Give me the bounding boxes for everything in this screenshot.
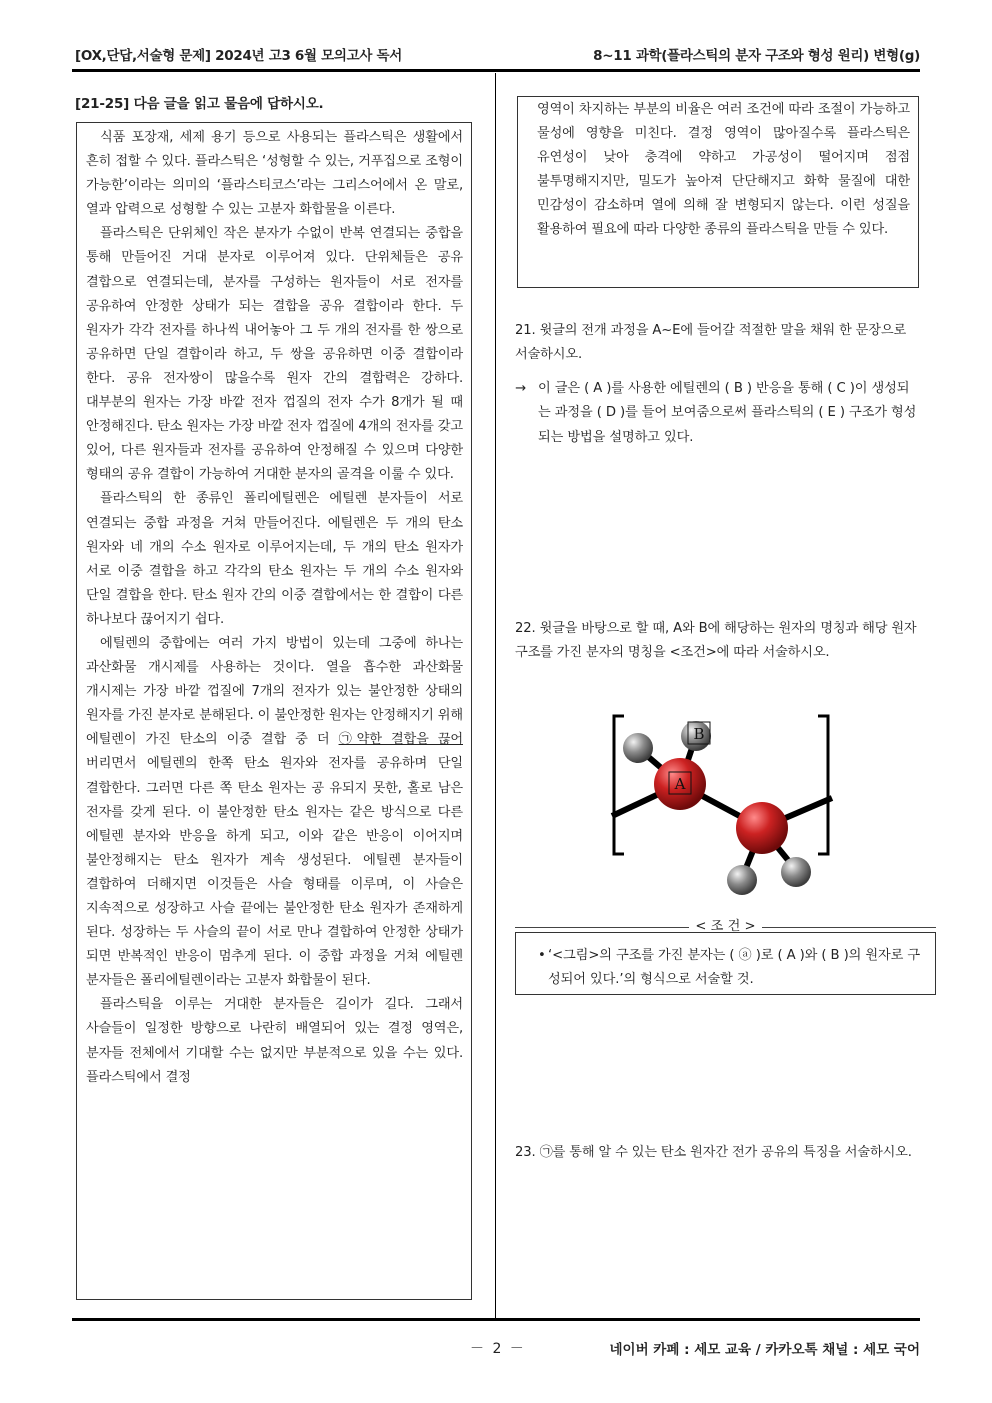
- question-22: 22. 윗글을 바탕으로 할 때, A와 B에 해당하는 원자의 명칭과 해당 원자 구조를 가진 분자의 명칭을 <조건>에 따라 서술하시오.: [515, 621, 917, 661]
- hydrogen-atom-4: [781, 857, 811, 887]
- condition-title-text: < 조 건 >: [689, 919, 761, 934]
- passage-paragraph-2: 플라스틱은 단위체인 작은 분자가 수없이 반복 연결되는 중합을 통해 만들어진 거대 분자로 이루어져 있다. 단위체들은 공유 결합으로 연결되는데, 분자를 구성하는 원자들이 서로 전자를 공유하여 안정한 상태가 되는 결합을 공유 결합이라 한다. 두 원자가 각각 전자를 하나씩 내어놓아 그 두 개의 전자를 한 쌍으로 공유하면 단일 결합이라 하고, 두 쌍을 공유하면 이중 결합이라 한다. 공유 전자쌍이 많을수록 원자 간의 결합력은 강하다. 대부분의 원자는 가장 바깥 전자 껍질의 전자 수가 8개가 될 때 안정해진다. 탄소 원자는 가장 바깥 전자 껍질에 4개의 전자를 갖고 있어, 다른 원자들과 전자를 공유하여 안정해질 수 있으며 다양한 형태의 공유 결합이 가능하여 거대한 분자의 골격을 이룰 수 있다.: [86, 226, 463, 483]
- column-divider: [495, 73, 496, 1318]
- header-rule: [72, 69, 920, 72]
- carbon-atom-2: [736, 802, 788, 854]
- passage-paragraph-5: 플라스틱을 이루는 거대한 분자들은 길이가 길다. 그래서 사슬들이 일정한 방향으로 나란히 배열되어 있는 결정 영역은, 분자들 전체에서 기대할 수는 없지만 부분적으로 있을 수는 있다. 플라스틱에서 결정: [86, 997, 463, 1085]
- label-b: B: [693, 725, 705, 743]
- passage-paragraph-3: 플라스틱의 한 종류인 폴리에틸렌은 에틸렌 분자들이 서로 연결되는 중합 과정을 거쳐 만들어진다. 에틸렌은 두 개의 탄소 원자와 네 개의 수소 원자로 이루어지는데, 두 개의 탄소 원자가 서로 이중 결합을 하고 각각의 탄소 원자는 두 개의 수소 원자와 단일 결합을 한다. 탄소 원자 간의 이중 결합에서는 한 결합이 다른 하나보다 끊어지기 쉽다.: [86, 491, 463, 627]
- condition-box: [515, 932, 936, 995]
- molecule-diagram: [608, 706, 836, 896]
- question-23: 23. ㉠를 통해 알 수 있는 탄소 원자간 전가 공유의 특징을 서술하시오.: [515, 1145, 912, 1160]
- passage-paragraph-4: [86, 632, 463, 993]
- label-a: A: [674, 775, 686, 793]
- footer-rule: [72, 1318, 920, 1321]
- footer-credit: 네이버 카페 : 세모 교육 / 카카오톡 채널 : 세모 국어: [609, 1342, 920, 1358]
- passage-p4-text-a: 에틸렌의 중합에는 여러 가지 방법이 있는데 그중에 하나는 과산화물 개시제를 사용하는 것이다. 열을 흡수한 과산화물 개시제는 가장 바깥 껍질에 7개의 전자가 있는 불안정한 상태의 원자를 가진 분자로 분해된다. 이 불안정한 원자는 안정해지기 위해 에틸렌이 가진 탄소의 이중 결합 중 더: [86, 635, 463, 748]
- passage-paragraph-5-continued: 영역이 차지하는 부분의 비율은 여러 조건에 따라 조절이 가능하고 물성에 영향을 미친다. 결정 영역이 많아질수록 플라스틱은 유연성이 낮아 충격에 약하고 가공성이 떨어지며 점점 불투명해지지만, 밀도가 높아져 단단해지고 화학 물질에 대한 민감성이 감소하며 열에 의해 잘 변형되지 않는다. 이런 성질을 활용하여 필요에 따라 다양한 종류의 플라스틱을 만들 수 있다.: [537, 102, 910, 238]
- question-21-answer-frame: [515, 377, 920, 450]
- condition-text: ‘<그림>의 구조를 가진 분자는 ( ⓐ )로 ( A )와 ( B )의 원자로 구성되어 있다.’의 형식으로 서술할 것.: [548, 948, 921, 987]
- left-bracket: [614, 716, 624, 854]
- ethylene-unit-figure: [608, 706, 836, 896]
- underlined-phrase: ㉠약한 결합을 끊어: [338, 732, 463, 748]
- header-title: [OX,단답,서술형 문제] 2024년 고3 6월 모의고사 독서: [75, 48, 403, 64]
- right-bracket: [818, 716, 828, 854]
- passage-box-left: [76, 122, 472, 1300]
- bullet-icon: •: [538, 948, 546, 963]
- passage-box-right: [517, 96, 919, 288]
- hydrogen-atom-1: [623, 733, 653, 763]
- arrow-icon: →: [515, 381, 526, 396]
- question-instruction: [21-25] 다음 글을 읽고 물음에 답하시오.: [75, 96, 324, 112]
- page-number: － 2 －: [470, 1341, 526, 1357]
- question-21: 21. 윗글의 전개 과정을 A~E에 들어갈 적절한 말을 채워 한 문장으로 서술하시오.: [515, 323, 907, 363]
- header-subtitle: 8~11 과학(플라스틱의 분자 구조와 형성 원리) 변형(g): [593, 48, 920, 64]
- passage-p4-text-b: 버리면서 에틸렌의 한쪽 탄소 원자와 전자를 공유하며 단일 결합한다. 그러면 다른 쪽 탄소 원자는 공 유되지 못한, 홀로 남은 전자를 갖게 된다. 이 불안정한 탄소 원자는 같은 방식으로 다른 에틸렌 분자와 반응을 하게 되고, 이와 같은 반응이 이어지며 불안정해지는 탄소 원자가 계속 생성된다. 에틸렌 분자들이 결합하여 더해지면 이것들은 사슬 형태를 이루며, 이 사슬은 지속적으로 성장하고 사슬 끝에는 불안정한 탄소 원자가 존재하게 된다. 성장하는 두 사슬의 끝이 서로 만나 결합하여 안정한 상태가 되면 반복적인 반응이 멈추게 된다. 이 중합 과정을 거쳐 에틸렌 분자들은 폴리에틸렌이라는 고분자 화합물이 된다.: [86, 756, 463, 989]
- question-21-answer-template: 이 글은 ( A )를 사용한 에틸렌의 ( B ) 반응을 통해 ( C )이 생성되는 과정을 ( D )를 들어 보여줌으로써 플라스틱의 ( E ) 구조가 형성되는 방법을 설명하고 있다.: [538, 381, 917, 445]
- passage-paragraph-1: 식품 포장재, 세제 용기 등으로 사용되는 플라스틱은 생활에서 흔히 접할 수 있다. 플라스틱은 ‘성형할 수 있는, 거푸집으로 조형이 가능한’이라는 의미의 ‘플라스티코스’라는 그리스어에서 온 말로, 열과 압력으로 성형할 수 있는 고분자 화합물을 이른다.: [86, 130, 463, 218]
- hydrogen-atom-3: [727, 865, 757, 895]
